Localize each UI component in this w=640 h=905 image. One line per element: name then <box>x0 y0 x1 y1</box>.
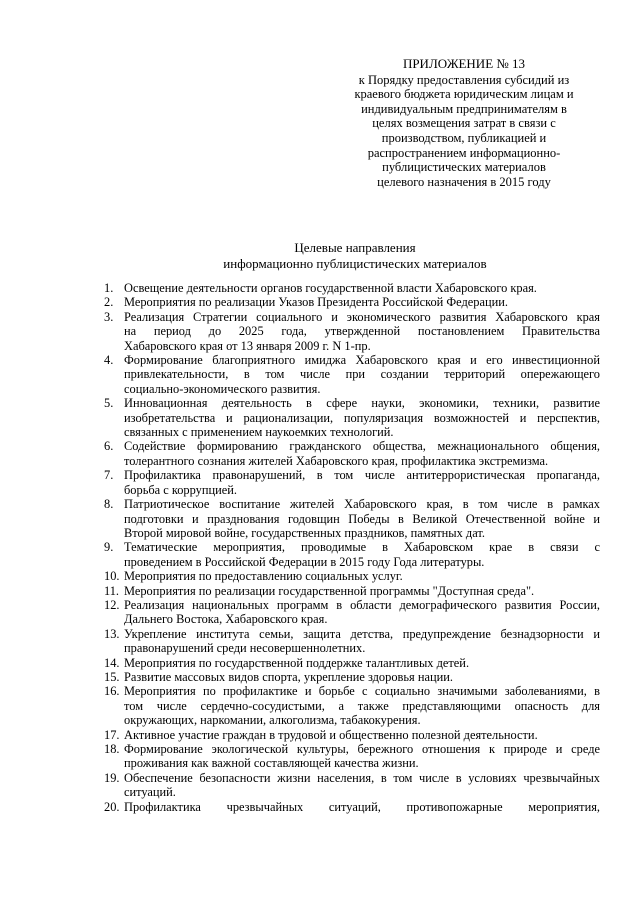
list-item-text <box>124 468 600 497</box>
list-item <box>104 728 600 742</box>
list-item-line: Мероприятия по реализации Указов Президента Российской Федерации. <box>124 295 508 310</box>
list-item-text <box>124 584 600 598</box>
list-item-line: Инновационная деятельность в сфере науки, экономики, техники, развитие <box>124 396 600 411</box>
list-item <box>104 670 600 684</box>
list-item-line: Мероприятия по профилактике и борьбе с социально значимыми заболеваниями, в <box>124 684 600 699</box>
list-item-text <box>124 396 600 439</box>
list-item-number: 9. <box>104 540 114 555</box>
list-item-text <box>124 353 600 396</box>
list-item-line: Укрепление института семьи, защита детства, предупреждение безнадзорности и <box>124 626 600 641</box>
list-item-line: правонарушений среди несовершеннолетних. <box>124 641 366 656</box>
appendix-line: целях возмещения затрат в связи с <box>372 116 556 131</box>
list-item-text <box>124 771 600 800</box>
list-item-line: проведением в Российской Федерации в 2015 году Года литературы. <box>124 554 485 569</box>
list-item-line: Профилактика чрезвычайных ситуаций, противопожарные мероприятия, <box>124 799 600 814</box>
list-item <box>104 800 600 814</box>
list-item-line: Патриотическое воспитание жителей Хабаровского края, в том числе в рамках <box>124 497 600 512</box>
list-item-number: 12. <box>104 597 120 612</box>
list-item-text <box>124 281 600 295</box>
list-item <box>104 497 600 540</box>
list-item-number: 4. <box>104 353 114 368</box>
list-item-line: Мероприятия по реализации государственной программы "Доступная среда". <box>124 583 535 598</box>
heading-line-1: Целевые направления <box>294 240 416 255</box>
list-item <box>104 656 600 670</box>
list-item-line: толерантного сознания жителей Хабаровского края, профилактика экстремизма. <box>124 453 549 468</box>
list-item-text <box>124 728 600 742</box>
list-item <box>104 684 600 727</box>
list-item-text <box>124 656 600 670</box>
list-item-line: Хабаровского края от 13 января 2009 г. N 1-пр. <box>124 338 371 353</box>
list-item-text <box>124 310 600 353</box>
list-item-line: том числе сердечно-сосудистыми, а также представляющими опасность для <box>124 698 600 713</box>
list-item-line: проживания как важной составляющей качества жизни. <box>124 756 419 771</box>
list-item-line: социально-экономического развития. <box>124 381 321 396</box>
document-heading <box>0 240 640 272</box>
list-item <box>104 353 600 396</box>
list-item <box>104 310 600 353</box>
list-item-line: ситуаций. <box>124 785 176 800</box>
list-item-text <box>124 627 600 656</box>
list-item-text <box>124 439 600 468</box>
list-item <box>104 439 600 468</box>
list-item <box>104 584 600 598</box>
list-item-line: Формирование благоприятного имиджа Хабаровского края и его инвестиционной <box>124 353 600 368</box>
appendix-line: к Порядку предоставления субсидий из <box>358 72 570 87</box>
list-item-line: Профилактика правонарушений, в том числе антитеррористическая пропаганда, <box>124 468 600 483</box>
list-item-line: Мероприятия по предоставлению социальных услуг. <box>124 569 403 584</box>
list-item-text <box>124 800 600 814</box>
list-item <box>104 540 600 569</box>
list-item-line: привлекательности, в том числе при создании территорий опережающего <box>124 367 600 382</box>
list-item-number: 19. <box>104 770 120 785</box>
list-item-number: 14. <box>104 655 120 670</box>
list-item-text <box>124 670 600 684</box>
list-item-number: 20. <box>104 799 120 814</box>
list-item-number: 10. <box>104 569 120 584</box>
list-item-text <box>124 295 600 309</box>
list-item-number: 16. <box>104 684 120 699</box>
appendix-line: производством, публикацией и <box>381 130 547 145</box>
list-item <box>104 396 600 439</box>
appendix-line: краевого бюджета юридическим лицам и <box>354 87 574 102</box>
list-item-line: Второй мировой войне, государственных праздников, памятных дат. <box>124 525 485 540</box>
list-item-number: 1. <box>104 281 114 295</box>
appendix-line: публицистических материалов <box>382 160 546 175</box>
appendix-line: индивидуальным предпринимателям в <box>361 101 567 116</box>
list-item-line: Реализация Стратегии социального и экономического развития Хабаровского края <box>124 309 600 324</box>
list-item-number: 15. <box>104 669 120 684</box>
list-item-number: 3. <box>104 309 114 324</box>
list-item-line: изобретательства и рационализации, популяризация возможностей и перспектив, <box>124 410 600 425</box>
appendix-block <box>338 57 590 189</box>
list-item <box>104 295 600 309</box>
list-item-line: Активное участие граждан в трудовой и общественно полезной деятельности. <box>124 727 538 742</box>
list-item-number: 13. <box>104 626 120 641</box>
list-item-number: 7. <box>104 468 114 483</box>
list-item-number: 11. <box>104 583 120 598</box>
list-item-line: Обеспечение безопасности жизни населения, в том числе в условиях чрезвычайных <box>124 770 600 785</box>
directions-list <box>104 281 600 814</box>
list-item-line: Мероприятия по государственной поддержке талантливых детей. <box>124 655 470 670</box>
list-item-text <box>124 684 600 727</box>
list-item-line: Реализация национальных программ в области демографического развития России, <box>124 597 600 612</box>
list-item-line: Развитие массовых видов спорта, укрепление здоровья нации. <box>124 669 453 684</box>
list-item-number: 17. <box>104 727 120 742</box>
list-item-number: 8. <box>104 497 114 512</box>
list-item-text <box>124 742 600 771</box>
list-item-line: Содействие формированию гражданского общества, межнационального общения, <box>124 439 600 454</box>
list-item-number: 5. <box>104 396 114 411</box>
list-item-line: борьба с коррупцией. <box>124 482 237 497</box>
list-item-text <box>124 569 600 583</box>
list-item <box>104 468 600 497</box>
list-item <box>104 742 600 771</box>
list-item-number: 6. <box>104 439 114 454</box>
list-item <box>104 598 600 627</box>
list-item-number: 18. <box>104 742 120 756</box>
appendix-line: распространением информационно- <box>367 145 561 160</box>
list-item-text <box>124 540 600 569</box>
list-item-line: Дальнего Востока, Хабаровского края. <box>124 612 328 627</box>
list-item-line: Формирование экологической культуры, бережного отношения к природе и среде <box>124 742 600 756</box>
list-item <box>104 771 600 800</box>
list-item-line: подготовки и празднования годовщин Победы в Великой Отечественной войне и <box>124 511 600 526</box>
list-item-line: Тематические мероприятия, проводимые в Хабаровском крае в связи с <box>124 540 600 555</box>
list-item-text <box>124 598 600 627</box>
appendix-line: целевого назначения в 2015 году <box>377 174 551 189</box>
list-item-text <box>124 497 600 540</box>
list-item <box>104 569 600 583</box>
list-item-line: связанных с применением наукоемких технологий. <box>124 425 394 440</box>
list-item <box>104 281 600 295</box>
list-item-line: Освещение деятельности органов государственной власти Хабаровского края. <box>124 281 537 295</box>
list-item-line: окружающих, наркомании, алкоголизма, табакокурения. <box>124 713 421 728</box>
list-item-number: 2. <box>104 295 114 310</box>
appendix-title: ПРИЛОЖЕНИЕ № 13 <box>402 56 526 71</box>
list-item-line: на период до 2025 года, утвержденной постановлением Правительства <box>124 324 600 339</box>
list-item <box>104 627 600 656</box>
heading-line-2: информационно публицистических материалов <box>223 256 487 271</box>
